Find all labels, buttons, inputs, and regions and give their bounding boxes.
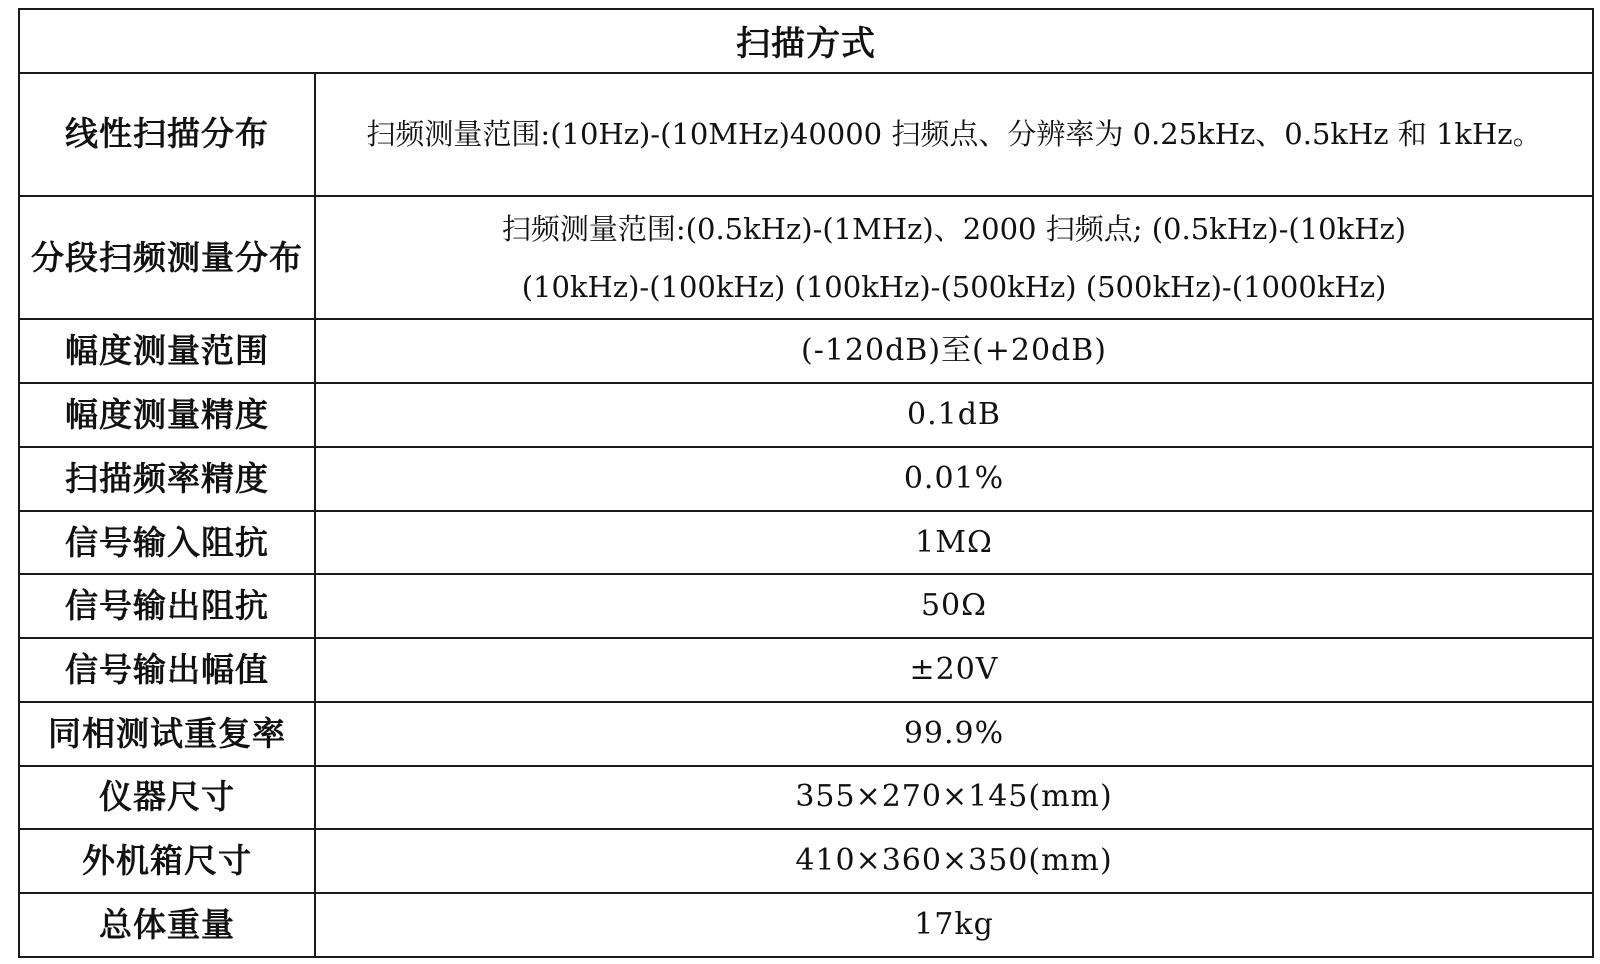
table-row xyxy=(19,574,1593,638)
row-value: 50Ω xyxy=(315,574,1593,638)
table-row xyxy=(19,702,1593,766)
row-label: 扫描频率精度 xyxy=(19,447,315,511)
row-value: 99.9% xyxy=(315,702,1593,766)
row-value-line: (10kHz)-(100kHz) (100kHz)-(500kHz) (500kHz)-(1000kHz) xyxy=(521,269,1387,304)
row-label: 幅度测量精度 xyxy=(19,383,315,447)
row-value: 355×270×145(mm) xyxy=(315,766,1593,830)
row-value: 扫频测量范围:(10Hz)-(10MHz)40000 扫频点、分辨率为 0.25kHz、0.5kHz 和 1kHz。 xyxy=(315,73,1593,196)
table-row xyxy=(19,73,1593,196)
row-label: 仪器尺寸 xyxy=(19,766,315,830)
row-label: 信号输出阻抗 xyxy=(19,574,315,638)
row-label: 同相测试重复率 xyxy=(19,702,315,766)
row-label: 信号输入阻抗 xyxy=(19,511,315,575)
table-row xyxy=(19,766,1593,830)
row-label: 外机箱尺寸 xyxy=(19,829,315,893)
row-label: 信号输出幅值 xyxy=(19,638,315,702)
row-value: 410×360×350(mm) xyxy=(315,829,1593,893)
row-value: 0.01% xyxy=(315,447,1593,511)
row-value: 17kg xyxy=(315,893,1593,957)
row-value: ±20V xyxy=(315,638,1593,702)
table-row xyxy=(19,893,1593,957)
row-label: 线性扫描分布 xyxy=(19,73,315,196)
table-title: 扫描方式 xyxy=(19,9,1593,73)
row-label: 幅度测量范围 xyxy=(19,319,315,383)
row-value: (-120dB)至(+20dB) xyxy=(315,319,1593,383)
table-row xyxy=(19,638,1593,702)
row-value-line: 扫频测量范围:(0.5kHz)-(1MHz)、2000 扫频点; (0.5kHz)-(10kHz) xyxy=(501,211,1407,246)
row-label: 分段扫频测量分布 xyxy=(19,196,315,319)
table-row xyxy=(19,829,1593,893)
spec-table xyxy=(18,8,1594,958)
row-value xyxy=(315,196,1593,319)
table-title-row xyxy=(19,9,1593,73)
table-row xyxy=(19,196,1593,319)
table-row xyxy=(19,319,1593,383)
row-value: 1MΩ xyxy=(315,511,1593,575)
row-value: 0.1dB xyxy=(315,383,1593,447)
table-row xyxy=(19,511,1593,575)
table-row xyxy=(19,383,1593,447)
row-label: 总体重量 xyxy=(19,893,315,957)
table-row xyxy=(19,447,1593,511)
